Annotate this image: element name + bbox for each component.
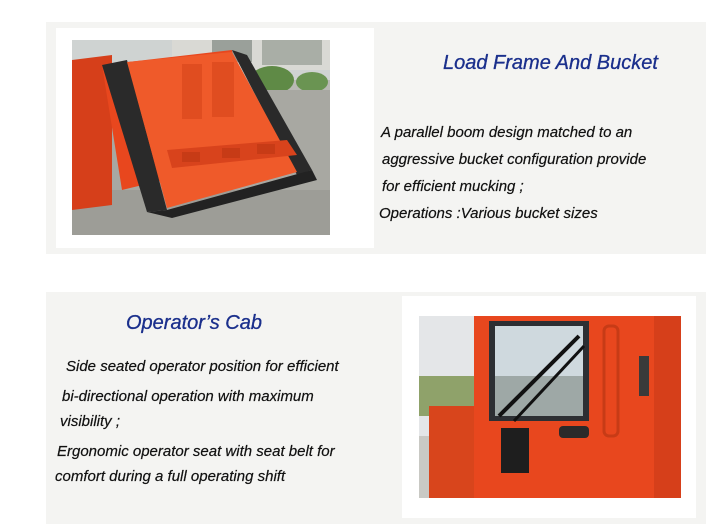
description-line: Ergonomic operator seat with seat belt for xyxy=(57,443,335,460)
description-line: A parallel boom design matched to an xyxy=(381,124,633,141)
description-line: comfort during a full operating shift xyxy=(55,468,286,485)
section-title: Load Frame And Bucket xyxy=(443,52,658,74)
description-line: aggressive bucket configuration provide xyxy=(382,151,647,168)
description-line: visibility ; xyxy=(60,413,121,430)
description-line: bi-directional operation with maximum xyxy=(62,388,314,405)
description-line: for efficient mucking ; xyxy=(382,178,524,195)
bucket-photo xyxy=(72,40,330,235)
description-line: Side seated operator position for efficient xyxy=(66,358,339,375)
description-line: Operations :Various bucket sizes xyxy=(379,205,598,222)
cab-photo xyxy=(419,316,681,498)
section-title: Operator’s Cab xyxy=(126,312,262,334)
